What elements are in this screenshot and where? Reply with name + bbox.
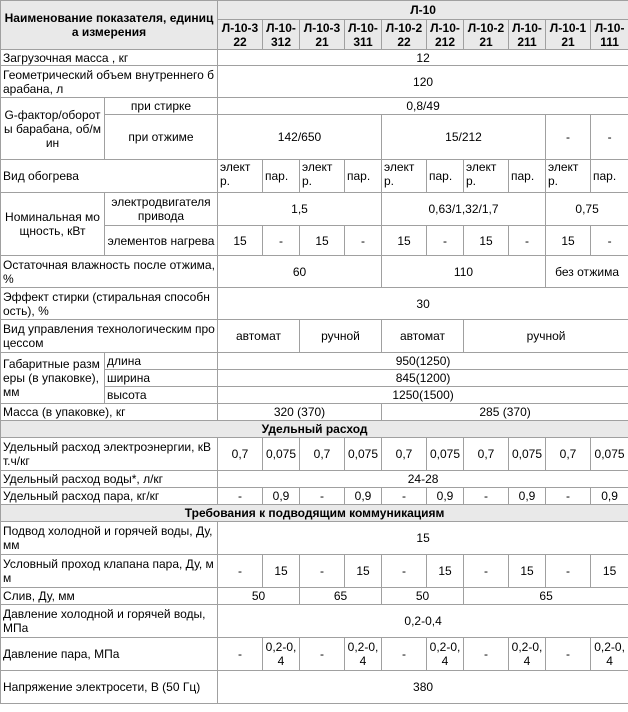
row-label: Вид обогрева — [1, 160, 218, 193]
table-row — [1, 98, 628, 115]
header-param-label: Наименование показателя, единица измерения — [1, 1, 218, 50]
cell-value: автомат — [218, 320, 300, 353]
table-row — [1, 288, 628, 320]
cell-value: - — [300, 555, 345, 588]
row-label: Геометрический объем внутреннего барабана, л — [1, 66, 218, 98]
row-label: Вид управления технологическим процессом — [1, 320, 218, 353]
row-label: Эффект стирки (стиральная способность), % — [1, 288, 218, 320]
cell-value: 0,7 — [546, 438, 591, 471]
cell-value: 15 — [218, 522, 628, 555]
row-label: Напряжение электросети, В (50 Гц) — [1, 671, 218, 704]
table-row — [1, 256, 628, 288]
cell-value: автомат — [382, 320, 464, 353]
row-label: Остаточная влажность после отжима, % — [1, 256, 218, 288]
cell-value: 0,075 — [427, 438, 464, 471]
row-label: Давление холодной и горячей воды, МПа — [1, 605, 218, 638]
model-header: Л-10-311 — [345, 20, 382, 50]
model-header: Л-10-221 — [464, 20, 509, 50]
cell-value: 1250(1500) — [218, 387, 628, 404]
cell-value: 15 — [382, 226, 427, 256]
cell-value: ручной — [464, 320, 628, 353]
cell-value: 50 — [218, 588, 300, 605]
row-label: Подвод холодной и горячей воды, Ду, мм — [1, 522, 218, 555]
cell-value: электр. — [464, 160, 509, 193]
table-row — [1, 438, 628, 471]
sub-label: при отжиме — [105, 115, 218, 160]
table-row — [1, 160, 628, 193]
cell-value: 380 — [218, 671, 628, 704]
cell-value: 950(1250) — [218, 353, 628, 370]
cell-value: 0,2-0,4 — [263, 638, 300, 671]
row-label: Номинальная мощность, кВт — [1, 193, 105, 256]
cell-value: 320 (370) — [218, 404, 382, 421]
model-header: Л-10-211 — [509, 20, 546, 50]
section-title: Требования к подводящим коммуникациям — [1, 505, 628, 522]
cell-value: 0,7 — [300, 438, 345, 471]
cell-value: пар. — [263, 160, 300, 193]
model-header: Л-10-322 — [218, 20, 263, 50]
cell-value: 0,075 — [345, 438, 382, 471]
table-row — [1, 50, 628, 66]
row-label: Условный проход клапана пара, Ду, мм — [1, 555, 218, 588]
cell-value: электр. — [382, 160, 427, 193]
cell-value: - — [382, 555, 427, 588]
cell-value: - — [546, 638, 591, 671]
cell-value: 0,2-0,4 — [509, 638, 546, 671]
cell-value: 0,075 — [509, 438, 546, 471]
cell-value: - — [591, 115, 628, 160]
cell-value: 15/212 — [382, 115, 546, 160]
header-group-label: Л-10 — [218, 1, 628, 20]
row-label: Давление пара, МПа — [1, 638, 218, 671]
table-row — [1, 671, 628, 704]
table-row — [1, 555, 628, 588]
model-header: Л-10-321 — [300, 20, 345, 50]
cell-value: 65 — [464, 588, 628, 605]
cell-value: 0,7 — [382, 438, 427, 471]
cell-value: 0,63/1,32/1,7 — [382, 193, 546, 226]
cell-value: 50 — [382, 588, 464, 605]
cell-value: 15 — [345, 555, 382, 588]
cell-value: - — [263, 226, 300, 256]
cell-value: 0,2-0,4 — [345, 638, 382, 671]
table-row — [1, 471, 628, 488]
cell-value: 15 — [591, 555, 628, 588]
cell-value: электр. — [300, 160, 345, 193]
table-row — [1, 522, 628, 555]
cell-value: 15 — [263, 555, 300, 588]
cell-value: - — [464, 638, 509, 671]
sub-label: элементов нагрева — [105, 226, 218, 256]
cell-value: 0,7 — [218, 438, 263, 471]
cell-value: 60 — [218, 256, 382, 288]
cell-value: - — [382, 488, 427, 505]
cell-value: 15 — [218, 226, 263, 256]
cell-value: 110 — [382, 256, 546, 288]
cell-value: 0,9 — [427, 488, 464, 505]
cell-value: 0,7 — [464, 438, 509, 471]
cell-value: - — [345, 226, 382, 256]
cell-value: 120 — [218, 66, 628, 98]
cell-value: 15 — [300, 226, 345, 256]
cell-value: 285 (370) — [382, 404, 628, 421]
cell-value: - — [218, 638, 263, 671]
cell-value: - — [218, 488, 263, 505]
sub-label: при стирке — [105, 98, 218, 115]
cell-value: - — [546, 115, 591, 160]
cell-value: 15 — [546, 226, 591, 256]
cell-value: 15 — [509, 555, 546, 588]
cell-value: пар. — [427, 160, 464, 193]
model-header: Л-10-121 — [546, 20, 591, 50]
cell-value: - — [300, 638, 345, 671]
cell-value: 15 — [427, 555, 464, 588]
cell-value: - — [427, 226, 464, 256]
row-label: Габаритные размеры (в упаковке), мм — [1, 353, 105, 404]
cell-value: - — [218, 555, 263, 588]
row-label: Удельный расход пара, кг/кг — [1, 488, 218, 505]
table-row — [1, 588, 628, 605]
section-header — [1, 421, 628, 438]
cell-value: 12 — [218, 50, 628, 66]
model-header: Л-10-222 — [382, 20, 427, 50]
table-row — [1, 353, 628, 370]
row-label: Удельный расход воды*, л/кг — [1, 471, 218, 488]
cell-value: 0,9 — [345, 488, 382, 505]
cell-value: 1,5 — [218, 193, 382, 226]
cell-value: 845(1200) — [218, 370, 628, 387]
cell-value: пар. — [591, 160, 628, 193]
sub-label: длина — [105, 353, 218, 370]
cell-value: 24-28 — [218, 471, 628, 488]
row-label: Удельный расход электроэнергии, кВт.ч/кг — [1, 438, 218, 471]
cell-value: без отжима — [546, 256, 628, 288]
cell-value: 0,075 — [263, 438, 300, 471]
cell-value: - — [509, 226, 546, 256]
section-title: Удельный расход — [1, 421, 628, 438]
cell-value: - — [546, 555, 591, 588]
sub-label: ширина — [105, 370, 218, 387]
cell-value: электр. — [218, 160, 263, 193]
cell-value: - — [464, 555, 509, 588]
cell-value: - — [546, 488, 591, 505]
cell-value: - — [300, 488, 345, 505]
cell-value: 0,2-0,4 — [591, 638, 628, 671]
row-label: G-фактор/обороты барабана, об/мин — [1, 98, 105, 160]
table-row — [1, 488, 628, 505]
table-row — [1, 605, 628, 638]
cell-value: 0,9 — [509, 488, 546, 505]
table-row — [1, 404, 628, 421]
table-row — [1, 66, 628, 98]
cell-value: пар. — [345, 160, 382, 193]
cell-value: - — [591, 226, 628, 256]
table-row — [1, 638, 628, 671]
cell-value: 0,75 — [546, 193, 628, 226]
cell-value: ручной — [300, 320, 382, 353]
cell-value: 0,075 — [591, 438, 628, 471]
row-label: Загрузочная масса , кг — [1, 50, 218, 66]
table-row — [1, 193, 628, 226]
cell-value: 65 — [300, 588, 382, 605]
row-label: Слив, Ду, мм — [1, 588, 218, 605]
cell-value: электр. — [546, 160, 591, 193]
cell-value: 0,8/49 — [218, 98, 628, 115]
model-header: Л-10-212 — [427, 20, 464, 50]
sub-label: электродвигателя привода — [105, 193, 218, 226]
cell-value: 142/650 — [218, 115, 382, 160]
sub-label: высота — [105, 387, 218, 404]
section-header — [1, 505, 628, 522]
cell-value: 0,9 — [263, 488, 300, 505]
cell-value: - — [382, 638, 427, 671]
table-row — [1, 320, 628, 353]
cell-value: 30 — [218, 288, 628, 320]
cell-value: 0,2-0,4 — [218, 605, 628, 638]
row-label: Масса (в упаковке), кг — [1, 404, 218, 421]
cell-value: 0,9 — [591, 488, 628, 505]
model-header: Л-10-111 — [591, 20, 628, 50]
cell-value: пар. — [509, 160, 546, 193]
cell-value: - — [464, 488, 509, 505]
model-header: Л-10-312 — [263, 20, 300, 50]
cell-value: 15 — [464, 226, 509, 256]
cell-value: 0,2-0,4 — [427, 638, 464, 671]
